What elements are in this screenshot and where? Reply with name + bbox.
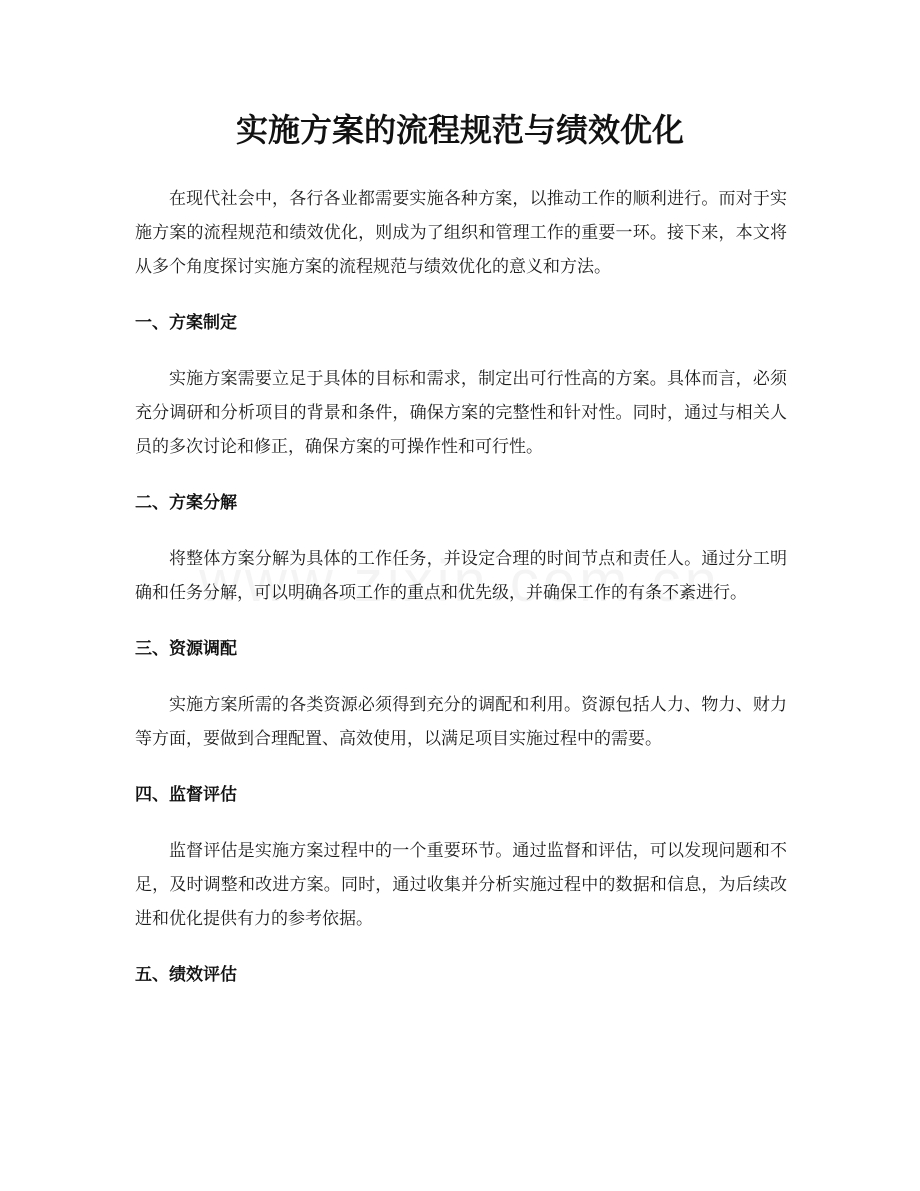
section-paragraph: 实施方案需要立足于具体的目标和需求，制定出可行性高的方案。具体而言，必须充分调研和分析项目的背景和条件，确保方案的完整性和针对性。同时，通过与相关人员的多次讨论和修正，确保方案的可操作性和可行性。 [135, 369, 787, 457]
section-plan-decomposition [135, 486, 787, 610]
section-heading: 三、资源调配 [135, 639, 237, 659]
section-heading: 四、监督评估 [135, 785, 237, 805]
intro-paragraph: 在现代社会中，各行各业都需要实施各种方案，以推动工作的顺利进行。而对于实施方案的流程规范和绩效优化，则成为了组织和管理工作的重要一环。接下来，本文将从多个角度探讨实施方案的流程规范与绩效优化的意义和方法。 [135, 189, 787, 277]
section-supervision-evaluation [135, 778, 787, 936]
section-performance-evaluation [135, 958, 787, 992]
document-body [135, 182, 787, 1014]
page-title: 实施方案的流程规范与绩效优化 [235, 111, 684, 149]
section-paragraph: 将整体方案分解为具体的工作任务，并设定合理的时间节点和责任人。通过分工明确和任务分解，可以明确各项工作的重点和优先级，并确保工作的有条不紊进行。 [135, 549, 787, 603]
section-paragraph: 监督评估是实施方案过程中的一个重要环节。通过监督和评估，可以发现问题和不足，及时调整和改进方案。同时，通过收集并分析实施过程中的数据和信息，为后续改进和优化提供有力的参考依据。 [135, 841, 787, 929]
section-resource-allocation [135, 632, 787, 756]
section-plan-formulation [135, 306, 787, 464]
section-paragraph: 实施方案所需的各类资源必须得到充分的调配和利用。资源包括人力、物力、财力等方面，要做到合理配置、高效使用，以满足项目实施过程中的需要。 [135, 695, 787, 749]
section-heading: 五、绩效评估 [135, 965, 237, 985]
section-heading: 二、方案分解 [135, 493, 237, 513]
section-heading: 一、方案制定 [135, 313, 237, 333]
